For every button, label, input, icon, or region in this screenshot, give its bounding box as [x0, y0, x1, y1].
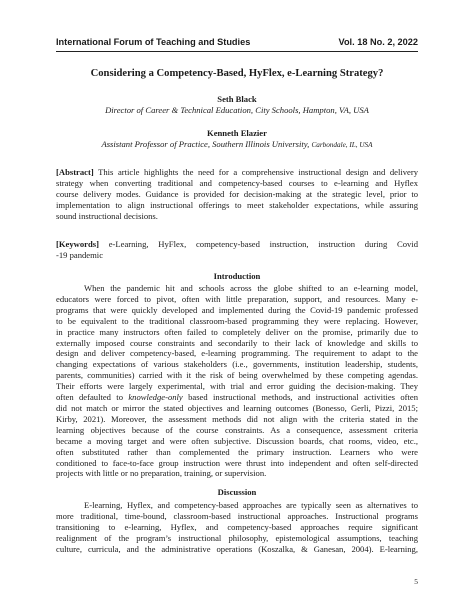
text-line: became a moving target and were often subjective. Discussion boards, chat rooms, video, etc.,: [56, 435, 418, 446]
author-name: Kenneth Elazier: [207, 128, 267, 138]
text-line: Their efforts were largely experimental, with trial and error guiding the decision-making. They: [56, 381, 418, 392]
text-line: often substituted rather than complemented the primary instruction. Learners who were: [56, 446, 418, 457]
discussion-body: [56, 500, 418, 555]
introduction-body: [56, 283, 418, 479]
text-line: E-learning, Hyflex, and competency-based approaches are typically seen as alternatives to: [84, 500, 418, 510]
text-line: sound instructional decisions.: [56, 210, 158, 221]
text-line: -19 pandemic: [56, 249, 104, 260]
text-line: educators were forced to pivot, often with little preparation, support, and resources. Many e-: [56, 293, 418, 304]
author-name: Seth Black: [217, 94, 257, 104]
text-line: in practice many instructors often failed to completely deliver on the promise, primarily due to: [56, 326, 418, 337]
paper-title: Considering a Competency-Based, HyFlex, e-Learning Strategy?: [90, 68, 384, 79]
page-number: 5: [414, 577, 418, 586]
author-affiliation: Director of Career & Technical Education, City Schools, Hampton, VA, USA: [105, 105, 369, 115]
section-heading-discussion: Discussion: [217, 487, 257, 497]
emphasis: knowledge-only: [128, 392, 183, 403]
author-block-2: [56, 128, 418, 151]
text-line: changing expectations of various stakeholders (i.e., governments, institution leadership, students,: [56, 359, 418, 370]
text-line: conditioned to face-to-face group instruction were thrust into independent and often self-directed: [56, 457, 418, 468]
text-line: programs that were quickly developed and implemented during the Covid-19 pandemic professed: [56, 304, 418, 315]
abstract: [56, 167, 418, 222]
abstract-label: [Abstract]: [56, 167, 94, 177]
text-line: Kirby, 2021). Moreover, the assessment methods did not align with the criteria stated in the: [56, 413, 418, 424]
text-line: [Keywords] e-Learning, HyFlex, competency-based instruction, instruction during Covid: [56, 239, 418, 249]
text-line: externally imposed course constraints and secondarily to their lack of knowledge and skills to: [56, 337, 418, 348]
keywords-label: [Keywords]: [56, 239, 99, 249]
text-line: often defaulted to knowledge-only based instructional methods, and instructional activities often: [56, 392, 418, 403]
section-heading-introduction: Introduction: [213, 271, 261, 281]
text-line: implementation to align instructional offerings to meet stakeholder expectations, while assuring: [56, 199, 418, 210]
text-line: transitioning to e-learning, Hyflex, and competency-based approaches require significant: [56, 521, 418, 532]
header-rule: [56, 51, 418, 52]
text-line: parents, communities) carried with it the risk of being overwhelmed by these competing agendas.: [56, 370, 418, 381]
keywords: [56, 239, 418, 261]
volume-info: Vol. 18 No. 2, 2022: [338, 37, 418, 47]
text-line: course delivery modes. Guidance is provided for decision-making at the strategic level, prior to: [56, 188, 418, 199]
text-line: design and deliver competency-based, e-learning programming. The requirement to adapt to the: [56, 348, 418, 359]
text-line: strategy when converting traditional and competency-based courses to e-learning and Hyflex: [56, 177, 418, 188]
author-affiliation: Assistant Professor of Practice, Southern Illinois University, Carbondale, IL, USA: [101, 139, 373, 149]
text-line: to be equivalent to the traditional classroom-based programming they were replacing. However,: [56, 315, 418, 326]
text-line: When the pandemic hit and schools across the globe shifted to an e-learning model,: [84, 283, 418, 293]
text-line: did not match or mirror the stated objectives and learning outcomes (Bonesso, Gerli, Pizzi, 2015;: [56, 402, 418, 413]
text-line: more traditional, time-bound, classroom-based instructional approaches. Instructional programs: [56, 510, 418, 521]
text-line: realignment of the program’s instructional philosophy, epistemological assumptions, teaching: [56, 532, 418, 543]
journal-name: International Forum of Teaching and Studies: [56, 37, 251, 47]
text-line: culture, curricula, and the administrative operations (Koszalka, & Ganesan, 2004). E-learning,: [56, 543, 418, 554]
text-line: learning objectives because of the course constraints. As a consequence, assessment criteria: [56, 424, 418, 435]
text-line: [Abstract] This article highlights the need for a comprehensive instructional design and delivery: [56, 167, 418, 177]
text-line: projects with little or no preparation, training, or supervision.: [56, 468, 267, 479]
running-header: [56, 37, 418, 48]
author-block-1: [56, 94, 418, 116]
